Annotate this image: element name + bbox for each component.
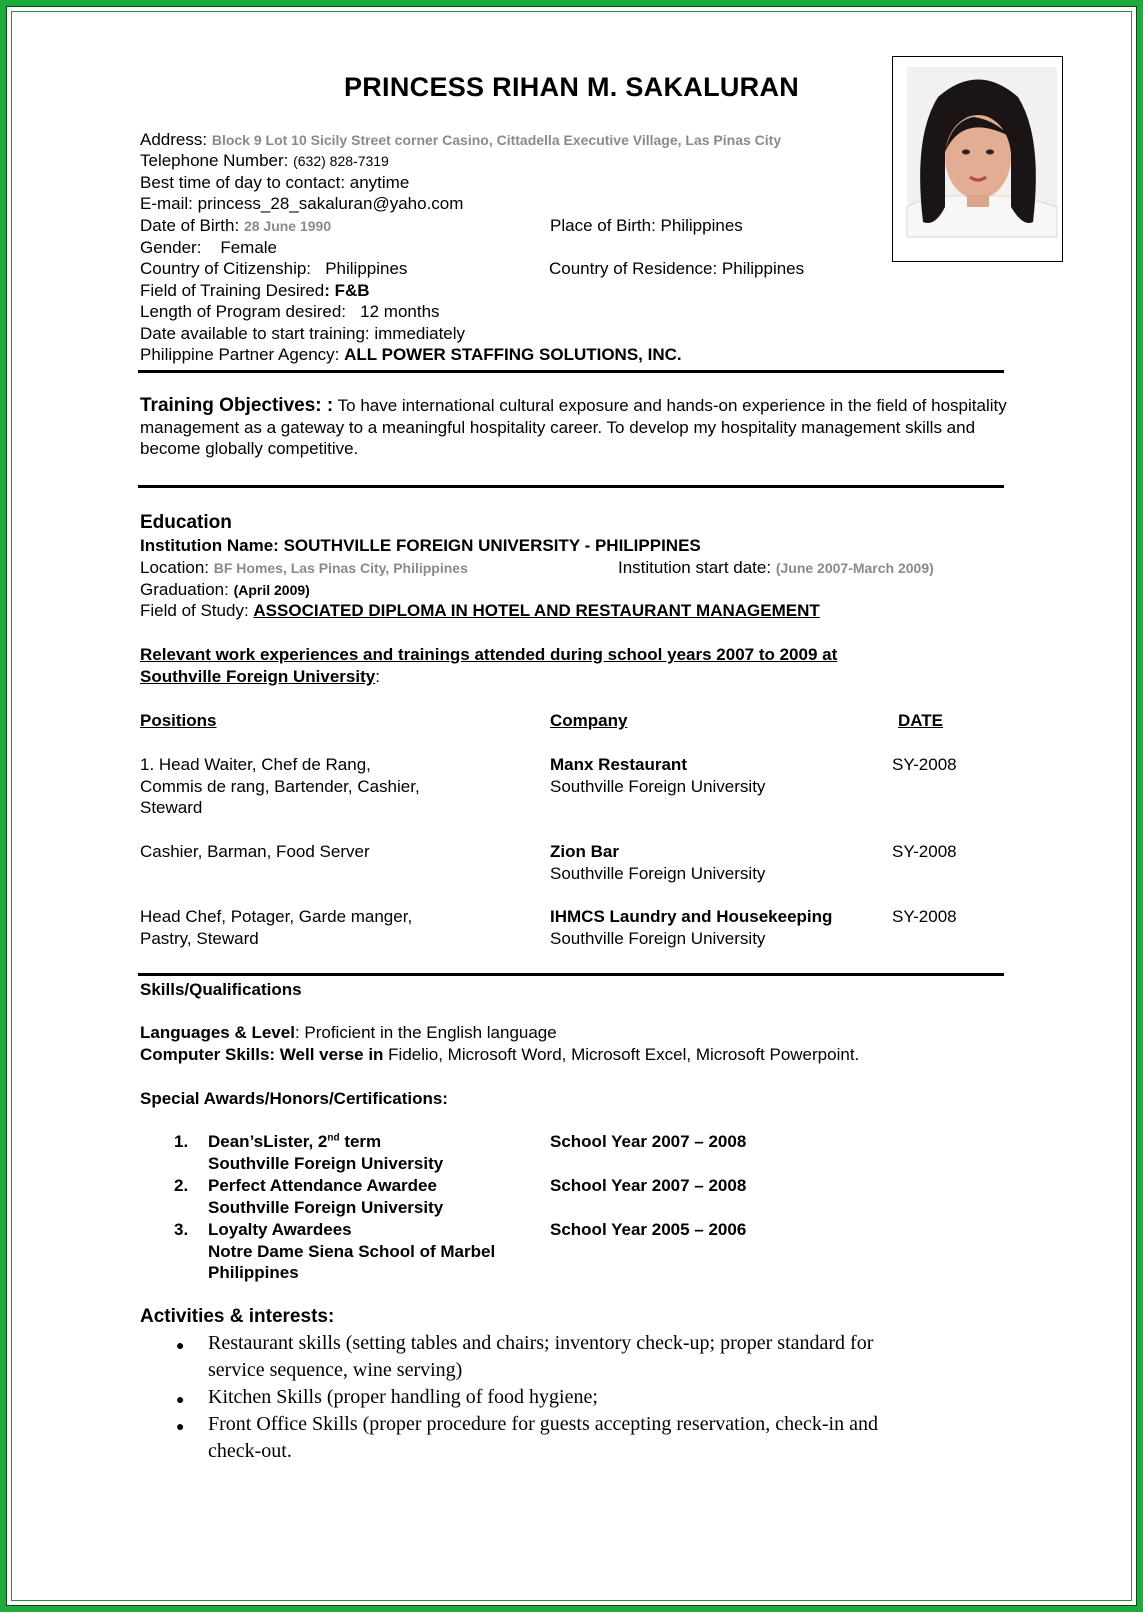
table-row-date: SY-2008 — [892, 907, 957, 926]
education-heading: Education — [140, 512, 232, 533]
address-line — [140, 130, 781, 150]
field-of-study-line — [140, 601, 820, 621]
col-header-date: DATE — [898, 711, 944, 730]
field-training-line — [140, 281, 370, 301]
page-title: PRINCESS RIHAN M. SAKALURAN — [343, 72, 800, 102]
list-item: Restaurant skills (setting tables and chairs; inventory check-up; proper standard for — [208, 1332, 874, 1354]
computer-skills-value: Fidelio, Microsoft Word, Microsoft Excel, Microsoft Powerpoint. — [383, 1045, 860, 1064]
table-row-date: SY-2008 — [892, 842, 957, 861]
table-row-positions: Pastry, Steward — [140, 929, 259, 948]
profile-photo — [892, 56, 1063, 262]
list-item: check-out. — [208, 1440, 292, 1462]
table-row-date: SY-2008 — [892, 755, 957, 774]
languages-label: Languages & Level — [140, 1023, 295, 1042]
best-time-line: Best time of day to contact: anytime — [140, 173, 410, 192]
award-number: 2. — [174, 1176, 189, 1195]
award-year: School Year 2007 – 2008 — [550, 1132, 747, 1151]
objectives-heading: Training Objectives: : — [140, 395, 334, 416]
field-training-label: Field of Training Desired — [140, 281, 325, 300]
divider — [138, 370, 1004, 373]
award-org: Southville Foreign University — [208, 1154, 444, 1173]
award-number: 1. — [174, 1132, 189, 1151]
list-item: Front Office Skills (proper procedure for guests accepting reservation, check-in and — [208, 1413, 878, 1435]
table-row-positions: 1. Head Waiter, Chef de Rang, — [140, 755, 371, 774]
portrait-image — [893, 57, 1062, 261]
graduation-line — [140, 580, 310, 600]
graduation-label: Graduation: — [140, 580, 229, 599]
field-of-study-value: ASSOCIATED DIPLOMA IN HOTEL AND RESTAURANT MANAGEMENT — [253, 601, 820, 620]
table-row-positions: Commis de rang, Bartender, Cashier, — [140, 777, 420, 796]
gender-line: Gender: Female — [140, 238, 278, 257]
field-training-value: : F&B — [324, 281, 370, 300]
dob-line — [140, 216, 331, 236]
award-org: Philippines — [208, 1263, 299, 1282]
award-title-suffix: term — [339, 1132, 382, 1151]
award-org: Southville Foreign University — [208, 1198, 444, 1217]
start-date-label: Institution start date: — [618, 558, 772, 577]
languages-line — [140, 1023, 557, 1043]
institution-label: Institution Name: — [140, 536, 279, 555]
divider — [138, 973, 1004, 976]
graduation-value: (April 2009) — [233, 582, 310, 598]
table-row-positions: Head Chef, Potager, Garde manger, — [140, 907, 413, 926]
relevant-heading-line1: Relevant work experiences and trainings attended during school years 2007 to 2009 at — [140, 645, 838, 664]
computer-skills-label: Computer Skills: Well verse in — [140, 1045, 384, 1064]
objectives-text: To have international cultural exposure and hands-on experience in the field of hospitality management as a gateway to a meaningful hospitality career. To develop my hospitality management skills and become globally competitive. — [140, 396, 1007, 458]
location-label: Location: — [140, 558, 209, 577]
relevant-heading-school: Southville Foreign University — [140, 667, 376, 686]
agency-line — [140, 345, 682, 365]
table-row-school: Southville Foreign University — [550, 929, 766, 948]
bullet-icon: ● — [176, 1418, 185, 1434]
table-row-company: Zion Bar — [550, 842, 619, 861]
table-row-company: IHMCS Laundry and Housekeeping — [550, 907, 833, 926]
table-row-school: Southville Foreign University — [550, 777, 766, 796]
address-label: Address: — [140, 130, 208, 149]
institution-value: SOUTHVILLE FOREIGN UNIVERSITY - PHILIPPINES — [283, 536, 701, 555]
address-value: Block 9 Lot 10 Sicily Street corner Casino, Cittadella Executive Village, Las Pinas City — [211, 132, 782, 148]
award-org: Notre Dame Siena School of Marbel — [208, 1242, 496, 1261]
table-row-school: Southville Foreign University — [550, 864, 766, 883]
relevant-heading-line2 — [140, 667, 380, 687]
bullet-icon: ● — [176, 1337, 185, 1353]
start-date-value: (June 2007-March 2009) — [775, 560, 934, 576]
telephone-line — [140, 151, 389, 171]
table-row-positions: Steward — [140, 798, 203, 817]
list-item: service sequence, wine serving) — [208, 1359, 463, 1381]
computer-skills-line — [140, 1045, 859, 1065]
col-header-positions: Positions — [140, 711, 217, 730]
citizenship-line: Country of Citizenship: Philippines — [140, 259, 408, 278]
telephone-value: (632) 828-7319 — [293, 153, 389, 169]
objectives-paragraph — [140, 395, 1010, 460]
awards-heading: Special Awards/Honors/Certifications: — [140, 1089, 448, 1108]
award-title-text: Dean’sLister, 2 — [208, 1132, 328, 1151]
agency-value: ALL POWER STAFFING SOLUTIONS, INC. — [344, 345, 682, 364]
length-program-line: Length of Program desired: 12 months — [140, 302, 440, 321]
award-title: Perfect Attendance Awardee — [208, 1176, 437, 1195]
award-year: School Year 2005 – 2006 — [550, 1220, 747, 1239]
dob-label: Date of Birth: — [140, 216, 240, 235]
award-number: 3. — [174, 1220, 189, 1239]
skills-heading: Skills/Qualifications — [140, 980, 302, 999]
relevant-heading-colon: : — [375, 667, 380, 686]
date-available-line: Date available to start training: immediately — [140, 324, 466, 343]
divider — [138, 485, 1004, 488]
email-line: E-mail: princess_28_sakaluran@yaho.com — [140, 194, 464, 213]
pob-line: Place of Birth: Philippines — [550, 216, 743, 235]
bullet-icon: ● — [176, 1391, 185, 1407]
col-header-company: Company — [550, 711, 628, 730]
award-title: Loyalty Awardees — [208, 1220, 352, 1239]
award-year: School Year 2007 – 2008 — [550, 1176, 747, 1195]
location-line — [140, 558, 468, 578]
field-of-study-label: Field of Study: — [140, 601, 249, 620]
award-title-superscript: nd — [327, 1132, 340, 1144]
table-row-company: Manx Restaurant — [550, 755, 687, 774]
table-row-positions: Cashier, Barman, Food Server — [140, 842, 370, 861]
award-title — [208, 1132, 381, 1152]
location-value: BF Homes, Las Pinas City, Philippines — [213, 560, 468, 576]
agency-label: Philippine Partner Agency: — [140, 345, 340, 364]
institution-line — [140, 536, 701, 556]
dob-value: 28 June 1990 — [243, 218, 332, 234]
start-date-line — [618, 558, 934, 578]
languages-value: : Proficient in the English language — [294, 1023, 557, 1042]
activities-heading: Activities & interests: — [140, 1306, 335, 1327]
residence-line: Country of Residence: Philippines — [549, 259, 805, 278]
list-item: Kitchen Skills (proper handling of food hygiene; — [208, 1386, 598, 1408]
telephone-label: Telephone Number: — [140, 151, 289, 170]
